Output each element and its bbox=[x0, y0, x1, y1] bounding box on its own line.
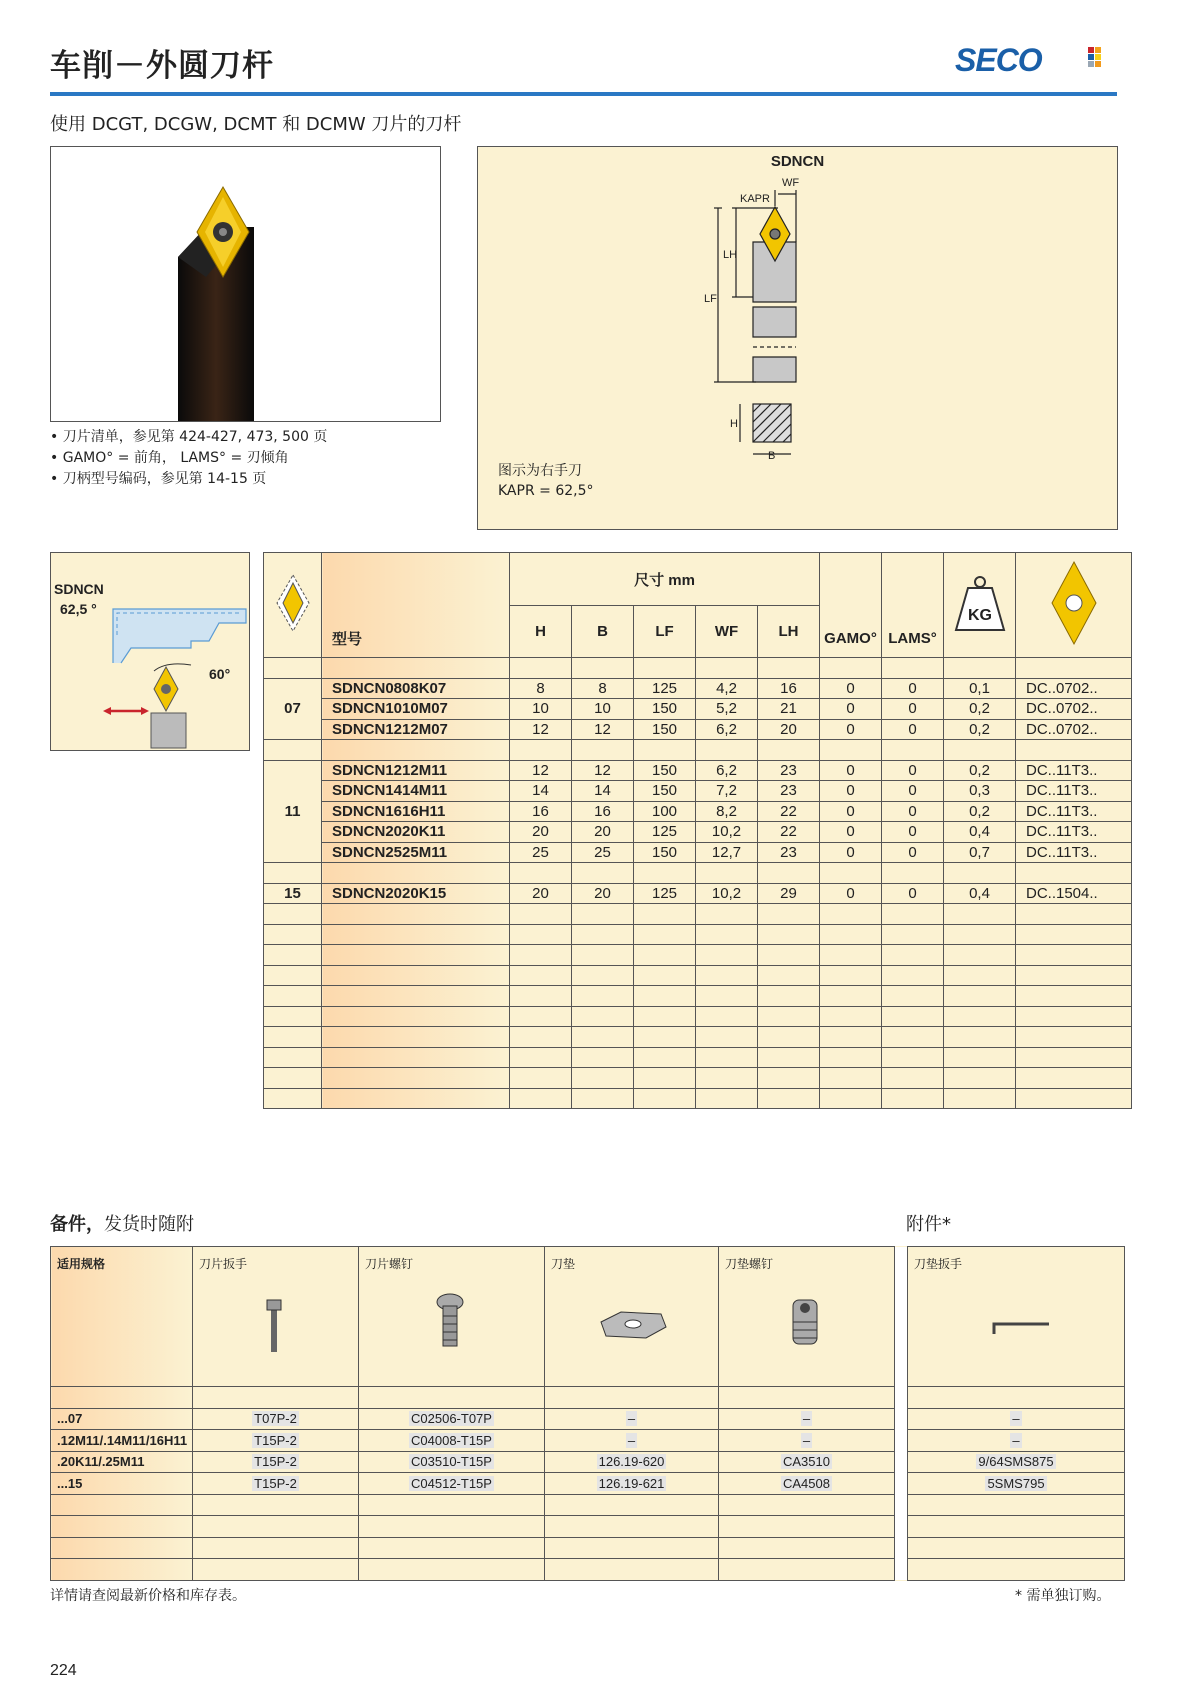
parts-row-empty bbox=[51, 1559, 1125, 1581]
logo-text: SECO bbox=[955, 42, 1042, 78]
value-cell-wf: 6,2 bbox=[696, 719, 758, 740]
side-title: SDNCN bbox=[54, 581, 104, 597]
value-cell-lf: 150 bbox=[634, 842, 696, 863]
value-cell-lh: 22 bbox=[758, 822, 820, 843]
insert-shape-icon bbox=[264, 553, 322, 658]
value-cell-lams: 0 bbox=[882, 781, 944, 802]
value-cell-lams: 0 bbox=[882, 801, 944, 822]
table-row bbox=[264, 781, 1132, 802]
toolholder-image bbox=[51, 147, 440, 421]
parts-cell-shim bbox=[545, 1430, 719, 1452]
value-cell-lf: 150 bbox=[634, 699, 696, 720]
parts-cell-insert-screw bbox=[359, 1430, 545, 1452]
value-cell-wf: 6,2 bbox=[696, 760, 758, 781]
parts-row-empty bbox=[51, 1537, 1125, 1559]
parts-cell-shim-screw bbox=[719, 1408, 895, 1430]
dimension-diagram bbox=[477, 146, 1118, 530]
model-cell: SDNCN1414M11 bbox=[322, 781, 510, 802]
parts-cell-shim bbox=[545, 1408, 719, 1430]
parts-cell-shim-key bbox=[908, 1559, 1125, 1581]
parts-value: 126.19-621 bbox=[598, 1475, 665, 1491]
parts-row bbox=[51, 1408, 1125, 1430]
label-kapr: KAPR bbox=[740, 193, 770, 205]
parts-cell-size bbox=[51, 1387, 193, 1409]
value-cell-lh: 23 bbox=[758, 760, 820, 781]
parts-cell-shim-key bbox=[908, 1387, 1125, 1409]
value-cell-lams: 0 bbox=[882, 842, 944, 863]
parts-cell-shim bbox=[545, 1473, 719, 1495]
parts-value: C04512-T15P bbox=[411, 1475, 492, 1491]
col-lf: LF bbox=[634, 606, 696, 658]
page-subtitle: 使用 DCGT, DCGW, DCMT 和 DCMW 刀片的刀杆 bbox=[50, 114, 462, 135]
parts-header-insert-screw: 刀片螺钉 bbox=[359, 1247, 545, 1387]
col-gamo: GAMO° bbox=[820, 553, 882, 658]
parts-cell-shim-screw bbox=[719, 1494, 895, 1516]
parts-cell-shim-screw bbox=[719, 1451, 895, 1473]
note-item: • 刀片清单，参见第 424-427, 473, 500 页 bbox=[50, 427, 327, 448]
parts-value: – bbox=[1012, 1411, 1020, 1427]
parts-cell-shim-key bbox=[908, 1430, 1125, 1452]
value-cell-kg: 0,1 bbox=[944, 678, 1016, 699]
parts-value: – bbox=[802, 1432, 811, 1448]
parts-row-empty bbox=[51, 1494, 1125, 1516]
label-b: B bbox=[768, 450, 776, 462]
value-cell-lh: 29 bbox=[758, 883, 820, 904]
insert-size-group: 11 bbox=[264, 760, 322, 863]
model-cell: SDNCN2020K15 bbox=[322, 883, 510, 904]
value-cell-gamo: 0 bbox=[820, 699, 882, 720]
parts-header-shim-key: 刀垫扳手 bbox=[908, 1247, 1125, 1387]
parts-value: – bbox=[627, 1432, 636, 1448]
seco-logo bbox=[955, 42, 1115, 82]
parts-value: CA3510 bbox=[783, 1454, 830, 1470]
value-cell-lh: 20 bbox=[758, 719, 820, 740]
value-cell-lf: 100 bbox=[634, 801, 696, 822]
parts-header-size: 适用规格 bbox=[51, 1247, 193, 1387]
value-cell-h: 12 bbox=[510, 760, 572, 781]
parts-value: C02506-T07P bbox=[411, 1411, 492, 1427]
value-cell-lams: 0 bbox=[882, 719, 944, 740]
caption-line: 图示为右手刀 bbox=[498, 463, 582, 479]
insert-cell: DC..0702.. bbox=[1016, 678, 1132, 699]
parts-cell-shim bbox=[545, 1559, 719, 1581]
value-cell-wf: 12,7 bbox=[696, 842, 758, 863]
parts-cell-size: .12M11/.14M11/16H11 bbox=[51, 1430, 193, 1452]
accessory-title: 附件* bbox=[906, 1214, 951, 1235]
value-cell-kg: 0,4 bbox=[944, 822, 1016, 843]
value-cell-b: 8 bbox=[572, 678, 634, 699]
col-h: H bbox=[510, 606, 572, 658]
model-cell: SDNCN1010M07 bbox=[322, 699, 510, 720]
value-cell-b: 20 bbox=[572, 883, 634, 904]
value-cell-lf: 125 bbox=[634, 678, 696, 699]
model-cell: SDNCN1616H11 bbox=[322, 801, 510, 822]
parts-row-empty bbox=[51, 1387, 1125, 1409]
table-row bbox=[264, 760, 1132, 781]
parts-header-insert-key: 刀片扳手 bbox=[193, 1247, 359, 1387]
insert-icon bbox=[1016, 553, 1132, 658]
parts-cell-shim-screw bbox=[719, 1516, 895, 1538]
parts-cell-shim-screw bbox=[719, 1473, 895, 1495]
value-cell-gamo: 0 bbox=[820, 781, 882, 802]
value-cell-wf: 10,2 bbox=[696, 883, 758, 904]
parts-cell-insert-screw bbox=[359, 1559, 545, 1581]
value-cell-kg: 0,2 bbox=[944, 760, 1016, 781]
table-row-empty bbox=[264, 740, 1132, 761]
value-cell-kg: 0,3 bbox=[944, 781, 1016, 802]
parts-cell-insert-screw bbox=[359, 1516, 545, 1538]
parts-row-empty bbox=[51, 1516, 1125, 1538]
table-row-empty bbox=[264, 1088, 1132, 1109]
angle-diagram bbox=[50, 552, 250, 751]
value-cell-kg: 0,2 bbox=[944, 699, 1016, 720]
parts-cell-insert-key bbox=[193, 1516, 359, 1538]
value-cell-lh: 23 bbox=[758, 842, 820, 863]
value-cell-gamo: 0 bbox=[820, 883, 882, 904]
parts-value: – bbox=[802, 1411, 811, 1427]
insert-cell: DC..11T3.. bbox=[1016, 822, 1132, 843]
side-angle-60: 60° bbox=[209, 666, 231, 682]
parts-value: T15P-2 bbox=[254, 1454, 297, 1470]
table-row bbox=[264, 678, 1132, 699]
page-number: 224 bbox=[50, 1662, 77, 1679]
table-row bbox=[264, 801, 1132, 822]
side-angle: 62,5 ° bbox=[60, 601, 97, 617]
weight-icon bbox=[944, 553, 1016, 658]
footnote-left: 详情请查阅最新价格和库存表。 bbox=[50, 1588, 246, 1604]
table-row-empty bbox=[264, 986, 1132, 1007]
parts-value: – bbox=[627, 1411, 636, 1427]
parts-cell-insert-screw bbox=[359, 1494, 545, 1516]
model-cell: SDNCN1212M11 bbox=[322, 760, 510, 781]
parts-cell-shim-key bbox=[908, 1408, 1125, 1430]
table-row-empty bbox=[264, 1027, 1132, 1048]
table-row-empty bbox=[264, 965, 1132, 986]
value-cell-h: 14 bbox=[510, 781, 572, 802]
title-rule bbox=[50, 92, 1117, 96]
col-lams: LAMS° bbox=[882, 553, 944, 658]
value-cell-gamo: 0 bbox=[820, 719, 882, 740]
value-cell-b: 14 bbox=[572, 781, 634, 802]
value-cell-gamo: 0 bbox=[820, 822, 882, 843]
insert-cell: DC..11T3.. bbox=[1016, 760, 1132, 781]
value-cell-lf: 125 bbox=[634, 883, 696, 904]
value-cell-b: 25 bbox=[572, 842, 634, 863]
parts-cell-insert-key bbox=[193, 1430, 359, 1452]
parts-row bbox=[51, 1473, 1125, 1495]
parts-value: 9/64SMS875 bbox=[978, 1454, 1054, 1470]
parts-cell-insert-screw bbox=[359, 1451, 545, 1473]
model-header: 型号 bbox=[322, 553, 510, 658]
value-cell-kg: 0,2 bbox=[944, 719, 1016, 740]
hex-key-icon bbox=[914, 1272, 1114, 1362]
value-cell-lh: 23 bbox=[758, 781, 820, 802]
value-cell-kg: 0,7 bbox=[944, 842, 1016, 863]
parts-cell-shim-key bbox=[908, 1494, 1125, 1516]
parts-value: – bbox=[1012, 1432, 1020, 1448]
parts-cell-insert-key bbox=[193, 1559, 359, 1581]
table-row-empty bbox=[264, 904, 1132, 925]
parts-cell-insert-key bbox=[193, 1451, 359, 1473]
toolholder-table bbox=[263, 552, 1132, 1109]
parts-cell-insert-screw bbox=[359, 1473, 545, 1495]
model-cell: SDNCN0808K07 bbox=[322, 678, 510, 699]
value-cell-lams: 0 bbox=[882, 822, 944, 843]
parts-cell-shim bbox=[545, 1494, 719, 1516]
dims-header: 尺寸 mm bbox=[510, 553, 820, 606]
table-row bbox=[264, 822, 1132, 843]
parts-table bbox=[50, 1246, 1125, 1581]
value-cell-lams: 0 bbox=[882, 760, 944, 781]
parts-cell-insert-key bbox=[193, 1537, 359, 1559]
label-lh: LH bbox=[723, 249, 738, 261]
parts-cell-size: .20K11/.25M11 bbox=[51, 1451, 193, 1473]
parts-cell-insert-key bbox=[193, 1494, 359, 1516]
notes-list bbox=[50, 427, 327, 490]
parts-cell-shim-screw bbox=[719, 1387, 895, 1409]
table-row-empty bbox=[264, 1047, 1132, 1068]
value-cell-b: 12 bbox=[572, 719, 634, 740]
label-wf: WF bbox=[782, 177, 800, 189]
parts-title-bold: 备件， bbox=[50, 1214, 104, 1235]
screw-icon bbox=[365, 1272, 535, 1362]
value-cell-gamo: 0 bbox=[820, 760, 882, 781]
value-cell-lams: 0 bbox=[882, 883, 944, 904]
insert-cell: DC..0702.. bbox=[1016, 719, 1132, 740]
parts-cell-insert-key bbox=[193, 1387, 359, 1409]
value-cell-lams: 0 bbox=[882, 678, 944, 699]
value-cell-lf: 125 bbox=[634, 822, 696, 843]
note-item: • GAMO° = 前角， LAMS° = 刃倾角 bbox=[50, 448, 327, 469]
torx-key-icon bbox=[199, 1272, 349, 1362]
model-cell: SDNCN1212M07 bbox=[322, 719, 510, 740]
parts-value: T07P-2 bbox=[254, 1411, 297, 1427]
insert-cell: DC..11T3.. bbox=[1016, 842, 1132, 863]
value-cell-wf: 4,2 bbox=[696, 678, 758, 699]
value-cell-lf: 150 bbox=[634, 719, 696, 740]
parts-cell-size: ...07 bbox=[51, 1408, 193, 1430]
table-row-empty bbox=[264, 1006, 1132, 1027]
label-lf: LF bbox=[704, 293, 717, 305]
value-cell-wf: 10,2 bbox=[696, 822, 758, 843]
value-cell-lh: 16 bbox=[758, 678, 820, 699]
insert-size-group: 07 bbox=[264, 678, 322, 740]
value-cell-h: 10 bbox=[510, 699, 572, 720]
value-cell-b: 12 bbox=[572, 760, 634, 781]
parts-cell-shim bbox=[545, 1516, 719, 1538]
parts-cell-shim-screw bbox=[719, 1537, 895, 1559]
parts-cell-shim-key bbox=[908, 1451, 1125, 1473]
insert-cell: DC..0702.. bbox=[1016, 699, 1132, 720]
parts-cell-insert-screw bbox=[359, 1537, 545, 1559]
value-cell-lams: 0 bbox=[882, 699, 944, 720]
table-row bbox=[264, 719, 1132, 740]
diagram-title: SDNCN bbox=[770, 153, 825, 170]
parts-title-rest: 发货时随附 bbox=[104, 1214, 194, 1235]
parts-cell-insert-key bbox=[193, 1473, 359, 1495]
value-cell-h: 16 bbox=[510, 801, 572, 822]
parts-row bbox=[51, 1451, 1125, 1473]
parts-value: C03510-T15P bbox=[411, 1454, 492, 1470]
parts-cell-size bbox=[51, 1494, 193, 1516]
value-cell-lf: 150 bbox=[634, 760, 696, 781]
parts-cell-insert-screw bbox=[359, 1408, 545, 1430]
insert-cell: DC..1504.. bbox=[1016, 883, 1132, 904]
table-row-empty bbox=[264, 1068, 1132, 1089]
parts-value: T15P-2 bbox=[254, 1432, 297, 1448]
value-cell-wf: 7,2 bbox=[696, 781, 758, 802]
diagram-caption bbox=[498, 461, 593, 501]
parts-cell-size bbox=[51, 1537, 193, 1559]
value-cell-b: 20 bbox=[572, 822, 634, 843]
parts-value: 5SMS795 bbox=[987, 1475, 1045, 1491]
parts-header-shim: 刀垫 bbox=[545, 1247, 719, 1387]
value-cell-kg: 0,2 bbox=[944, 801, 1016, 822]
col-lh: LH bbox=[758, 606, 820, 658]
col-wf: WF bbox=[696, 606, 758, 658]
parts-cell-shim-screw bbox=[719, 1559, 895, 1581]
table-row-empty bbox=[264, 658, 1132, 679]
value-cell-h: 25 bbox=[510, 842, 572, 863]
value-cell-lh: 22 bbox=[758, 801, 820, 822]
dimension-drawing bbox=[478, 172, 1117, 472]
col-b: B bbox=[572, 606, 634, 658]
parts-value: C04008-T15P bbox=[411, 1432, 492, 1448]
parts-cell-shim bbox=[545, 1387, 719, 1409]
parts-cell-shim-key bbox=[908, 1473, 1125, 1495]
value-cell-gamo: 0 bbox=[820, 842, 882, 863]
weight-label: KG bbox=[967, 607, 992, 624]
footnote-right: * 需单独订购。 bbox=[1015, 1588, 1111, 1604]
parts-cell-size bbox=[51, 1559, 193, 1581]
parts-separator bbox=[895, 1247, 908, 1387]
table-row-empty bbox=[264, 924, 1132, 945]
parts-header-shim-screw: 刀垫螺钉 bbox=[719, 1247, 895, 1387]
insert-size-group: 15 bbox=[264, 883, 322, 904]
parts-row bbox=[51, 1430, 1125, 1452]
model-cell: SDNCN2525M11 bbox=[322, 842, 510, 863]
note-item: • 刀柄型号编码，参见第 14-15 页 bbox=[50, 469, 327, 490]
page-title: 车削－外圆刀杆 bbox=[50, 48, 274, 84]
value-cell-lf: 150 bbox=[634, 781, 696, 802]
parts-cell-size: ...15 bbox=[51, 1473, 193, 1495]
parts-cell-shim-screw bbox=[719, 1430, 895, 1452]
parts-value: T15P-2 bbox=[254, 1475, 297, 1491]
parts-cell-shim bbox=[545, 1537, 719, 1559]
model-cell: SDNCN2020K11 bbox=[322, 822, 510, 843]
parts-value: 126.19-620 bbox=[598, 1454, 665, 1470]
value-cell-b: 10 bbox=[572, 699, 634, 720]
value-cell-wf: 8,2 bbox=[696, 801, 758, 822]
value-cell-lh: 21 bbox=[758, 699, 820, 720]
parts-cell-size bbox=[51, 1516, 193, 1538]
table-row bbox=[264, 699, 1132, 720]
insert-cell: DC..11T3.. bbox=[1016, 801, 1132, 822]
value-cell-h: 20 bbox=[510, 822, 572, 843]
value-cell-h: 20 bbox=[510, 883, 572, 904]
parts-cell-insert-key bbox=[193, 1408, 359, 1430]
value-cell-h: 12 bbox=[510, 719, 572, 740]
value-cell-h: 8 bbox=[510, 678, 572, 699]
table-row-empty bbox=[264, 863, 1132, 884]
value-cell-gamo: 0 bbox=[820, 678, 882, 699]
table-row bbox=[264, 842, 1132, 863]
table-row-empty bbox=[264, 945, 1132, 966]
caption-line: KAPR = 62,5° bbox=[498, 483, 594, 499]
shim-icon bbox=[551, 1272, 711, 1362]
table-row bbox=[264, 883, 1132, 904]
parts-value: CA4508 bbox=[783, 1475, 830, 1491]
parts-cell-shim-key bbox=[908, 1537, 1125, 1559]
shim-screw-icon bbox=[725, 1272, 885, 1362]
value-cell-kg: 0,4 bbox=[944, 883, 1016, 904]
label-h: H bbox=[730, 418, 738, 430]
parts-cell-shim-key bbox=[908, 1516, 1125, 1538]
insert-cell: DC..11T3.. bbox=[1016, 781, 1132, 802]
parts-cell-insert-screw bbox=[359, 1387, 545, 1409]
value-cell-b: 16 bbox=[572, 801, 634, 822]
parts-title bbox=[50, 1210, 194, 1236]
value-cell-gamo: 0 bbox=[820, 801, 882, 822]
toolholder-photo bbox=[50, 146, 441, 422]
parts-cell-shim bbox=[545, 1451, 719, 1473]
value-cell-wf: 5,2 bbox=[696, 699, 758, 720]
